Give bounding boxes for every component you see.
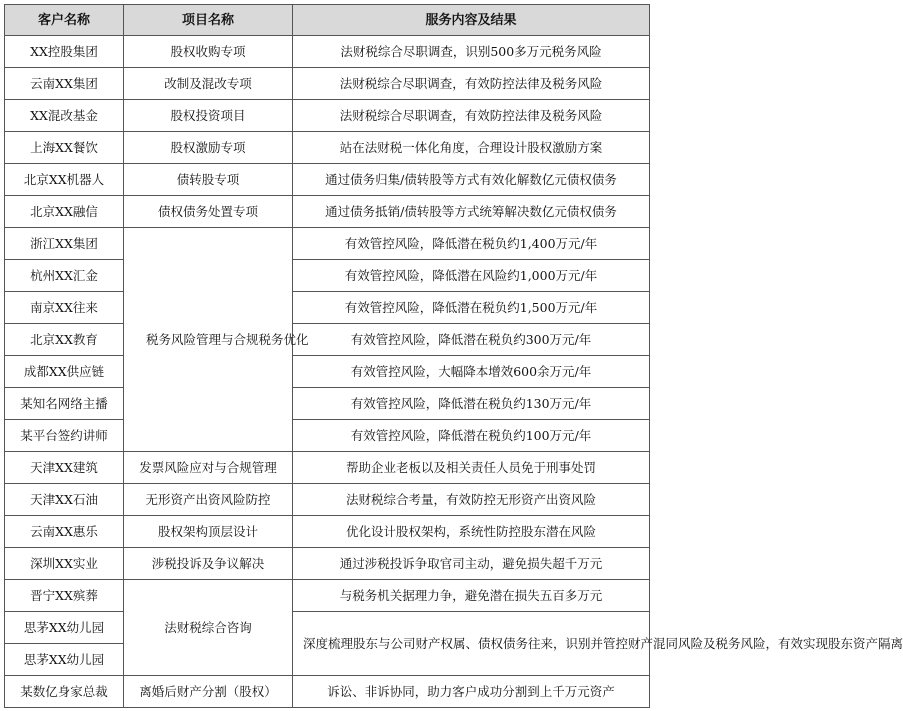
result-cell: 有效管控风险，降低潜在税负约1,400万元/年 [293,228,650,260]
table-row [5,516,650,548]
table-row [5,484,650,516]
table-row [5,132,650,164]
project-cell: 涉税投诉及争议解决 [124,548,293,580]
project-cell: 股权投资项目 [124,100,293,132]
project-cell: 股权激励专项 [124,132,293,164]
result-cell: 有效管控风险，降低潜在税负约1,500万元/年 [293,292,650,324]
result-cell: 有效管控风险，大幅降本增效600余万元/年 [293,356,650,388]
client-cell: 杭州XX汇金 [5,260,124,292]
table-row [5,548,650,580]
table-row [5,420,650,452]
table-row [5,36,650,68]
table-row [5,260,650,292]
table-row [5,452,650,484]
result-cell: 有效管控风险，降低潜在风险约1,000万元/年 [293,260,650,292]
result-cell: 法财税综合考量，有效防控无形资产出资风险 [293,484,650,516]
result-cell: 有效管控风险，降低潜在税负约100万元/年 [293,420,650,452]
result-cell: 与税务机关据理力争，避免潜在损失五百多万元 [293,580,650,612]
service-cases-table [4,4,903,708]
header-service-result: 服务内容及结果 [293,5,650,36]
result-cell: 帮助企业老板以及相关责任人员免于刑事处罚 [293,452,650,484]
client-cell: 成都XX供应链 [5,356,124,388]
table-row [5,100,650,132]
table-header-row [5,5,650,36]
project-cell: 离婚后财产分割（股权） [124,676,293,708]
project-label: 税务风险管理与合规税务优化 [146,332,309,347]
client-cell: 某数亿身家总裁 [5,676,124,708]
project-cell: 无形资产出资风险防控 [124,484,293,516]
client-cell: XX混改基金 [5,100,124,132]
project-cell: 债转股专项 [124,164,293,196]
table-row [5,580,650,612]
project-cell-merged: 法财税综合咨询 [124,580,293,676]
result-cell: 有效管控风险，降低潜在税负约130万元/年 [293,388,650,420]
client-cell: XX控股集团 [5,36,124,68]
client-cell: 北京XX融信 [5,196,124,228]
table-row [5,292,650,324]
header-project-name: 项目名称 [124,5,293,36]
result-cell: 法财税综合尽职调查，有效防控法律及税务风险 [293,68,650,100]
result-cell: 优化设计股权架构，系统性防控股东潜在风险 [293,516,650,548]
result-cell: 有效管控风险，降低潜在税负约300万元/年 [293,324,650,356]
client-cell: 某平台签约讲师 [5,420,124,452]
table-row [5,388,650,420]
project-cell: 发票风险应对与合规管理 [124,452,293,484]
table-row [5,324,650,356]
client-cell: 天津XX建筑 [5,452,124,484]
client-cell: 云南XX惠乐 [5,516,124,548]
table-row [5,228,650,260]
client-cell: 思茅XX幼儿园 [5,612,124,644]
client-cell: 浙江XX集团 [5,228,124,260]
client-cell: 晋宁XX殡葬 [5,580,124,612]
project-cell-merged [124,228,309,452]
client-cell: 北京XX机器人 [5,164,124,196]
table-row [5,68,650,100]
header-client-name: 客户名称 [5,5,124,36]
client-cell: 深圳XX实业 [5,548,124,580]
table-row [5,612,650,644]
project-cell: 股权收购专项 [124,36,293,68]
client-cell: 某知名网络主播 [5,388,124,420]
client-cell: 北京XX教育 [5,324,124,356]
client-cell: 南京XX往来 [5,292,124,324]
result-cell: 法财税综合尽职调查，有效防控法律及税务风险 [293,100,650,132]
client-cell: 云南XX集团 [5,68,124,100]
client-cell: 上海XX餐饮 [5,132,124,164]
result-cell: 通过债务归集/债转股等方式有效化解数亿元债权债务 [293,164,650,196]
table-row [5,676,650,708]
table-row [5,196,650,228]
project-cell: 债权债务处置专项 [124,196,293,228]
project-cell: 改制及混改专项 [124,68,293,100]
result-cell: 法财税综合尽职调查，识别500多万元税务风险 [293,36,650,68]
result-cell-merged: 深度梳理股东与公司财产权属、债权债务往来，识别并管控财产混同风险及税务风险，有效实现股东资产隔离 [293,612,650,676]
result-cell: 站在法财税一体化角度，合理设计股权激励方案 [293,132,650,164]
client-cell: 天津XX石油 [5,484,124,516]
table-row [5,164,650,196]
project-cell: 股权架构顶层设计 [124,516,293,548]
client-cell: 思茅XX幼儿园 [5,644,124,676]
result-cell: 通过涉税投诉争取官司主动，避免损失超千万元 [293,548,650,580]
result-cell: 诉讼、非诉协同，助力客户成功分割到上千万元资产 [293,676,650,708]
table-row [5,356,650,388]
result-cell: 通过债务抵销/债转股等方式统筹解决数亿元债权债务 [293,196,650,228]
